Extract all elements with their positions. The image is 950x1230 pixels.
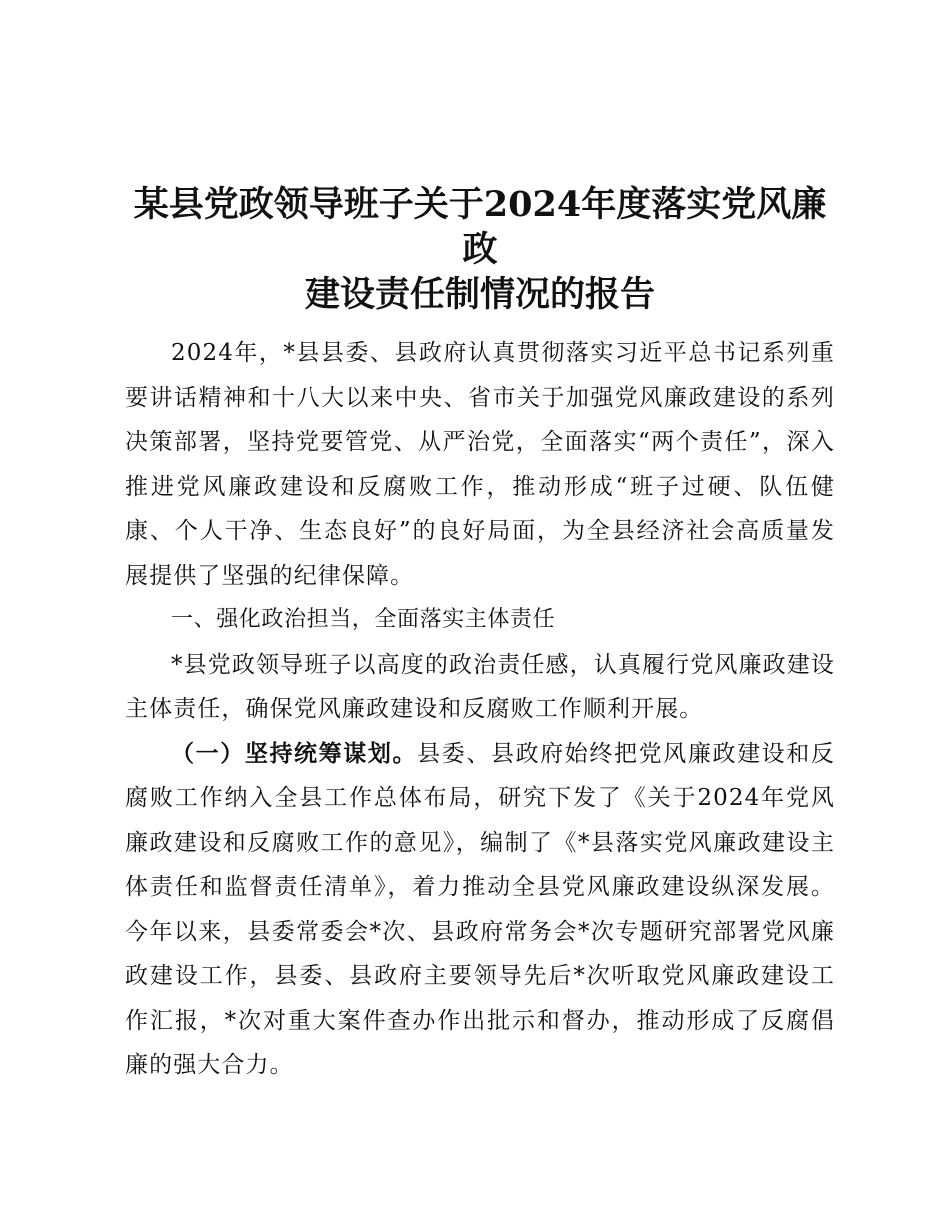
section-1-intro-paragraph: *县党政领导班子以高度的政治责任感，认真履行党风廉政建设主体责任，确保党风廉政建设和反腐败工作顺利开展。 [125, 651, 835, 722]
document-body [125, 331, 835, 1088]
document-page [125, 182, 835, 1088]
section-1-heading: 一、强化政治担当，全面落实主体责任 [171, 607, 556, 632]
document-title [125, 182, 835, 317]
title-line-1: 某县党政领导班子关于2024年度落实党风廉政 [133, 184, 827, 270]
title-line-2: 建设责任制情况的报告 [304, 274, 655, 315]
item-1-body: 县委、县政府始终把党风廉政建设和反腐败工作纳入全县工作总体布局，研究下发了《关于2024年党风廉政建设和反腐败工作的意见》，编制了《*县落实党风廉政建设主体责任和监督责任清单》，着力推动全县党风廉政建设纵深发展。今年以来，县委常委会*次、县政府常务会*次专题研究部署党风廉政建设工作，县委、县政府主要领导先后*次听取党风廉政建设工作汇报，*次对重大案件查办作出批示和督办，推动形成了反腐倡廉的强大合力。 [125, 740, 836, 1078]
item-1-lead: （一）坚持统筹谋划。 [171, 739, 418, 767]
intro-paragraph: 2024年，*县县委、县政府认真贯彻落实习近平总书记系列重要讲话精神和十八大以来中央、省市关于加强党风廉政建设的系列决策部署，坚持党要管党、从严治党，全面落实“两个责任”，深入推进党风廉政建设和反腐败工作，推动形成“班子过硬、队伍健康、个人干净、生态良好”的良好局面，为全县经济社会高质量发展提供了坚强的纪律保障。 [125, 340, 835, 589]
item-1-paragraph [125, 732, 835, 1088]
